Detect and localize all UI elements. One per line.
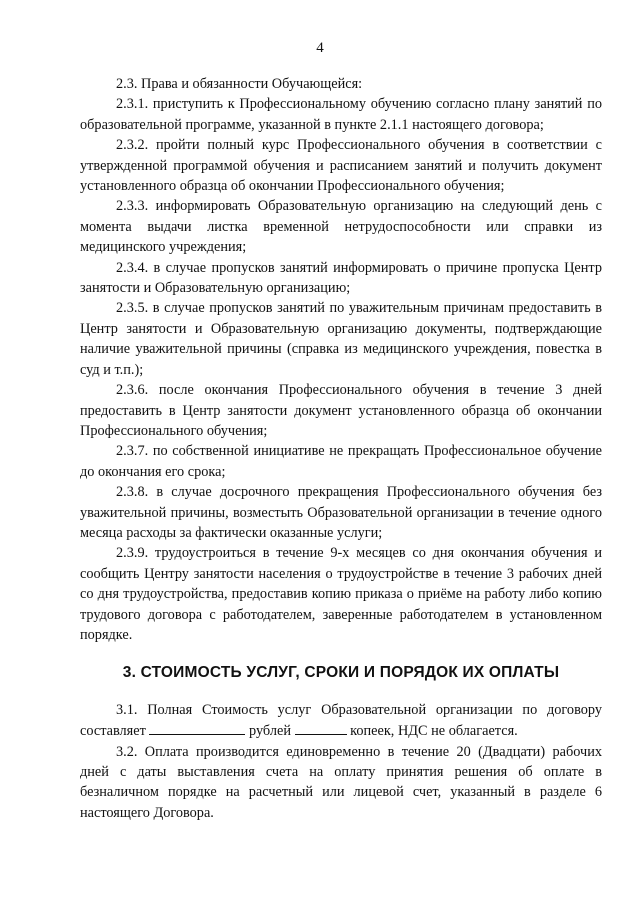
clause-2-3-7: 2.3.7. по собственной инициативе не прекращать Профессиональное обучение до окончания его срока; bbox=[80, 443, 602, 480]
clause-3-1-text-start: 3.1. Полная Стоимость услуг Образовательной организации по договору составляет bbox=[80, 701, 602, 740]
clause-3-1 bbox=[80, 700, 602, 742]
clause-2-3-8: 2.3.8. в случае досрочного прекращения Профессионального обучения без уважительной причины, возместыть Образовательной организации в течение одного месяца расходы за фактически оказанные услуги; bbox=[80, 484, 602, 541]
clause-2-3-4: 2.3.4. в случае пропусков занятий информировать о причине пропуска Центр занятости и Образовательную организацию; bbox=[80, 259, 602, 297]
kopecks-blank-field bbox=[295, 720, 347, 735]
clause-2-3-5: 2.3.5. в случае пропусков занятий по уважительным причинам предоставить в Центр занятости и Образовательную организацию документы, подтверждающие наличие уважительной причины (справка из медицинского учреждения, повестка в суд и т.п.); bbox=[80, 300, 602, 378]
clause-2-3-2: 2.3.2. пройти полный курс Профессионального обучения в соответствии с утвержденной программой обучения и расписанием занятий и получить документ установленного образца об окончании Профессионального обучения; bbox=[80, 137, 602, 195]
clause-2-3-3: 2.3.3. информировать Образовательную организацию на следующий день с момента выдачи листка временной нетрудоспособности или справки из медицинского учреждения; bbox=[80, 198, 602, 256]
clause-3-1-rubles-label: рублей bbox=[249, 723, 291, 740]
rubles-blank-field bbox=[149, 720, 245, 735]
page-number: 4 bbox=[316, 40, 324, 56]
clause-2-3-1: 2.3.1. приступить к Профессиональному обучению согласно плану занятий по образовательной программе, указанной в пункте 2.1.1 настоящего договора; bbox=[80, 96, 602, 133]
clause-2-3-9: 2.3.9. трудоустроиться в течение 9-х месяцев со дня окончания обучения и сообщить Центру занятости населения о трудоустройстве в течение 3 рабочих дней со дня трудоустройства, предоставив копию приказа о приёме на работу либо копию трудового договора с работодателем, заверенные работодателем в установленном порядке. bbox=[80, 545, 602, 643]
section-3-title: 3. СТОИМОСТЬ УСЛУГ, СРОКИ И ПОРЯДОК ИХ ОПЛАТЫ bbox=[122, 664, 560, 682]
clause-2-3-6: 2.3.6. после окончания Профессионального обучения в течение 3 дней предоставить в Центр занятости документ установленного образца об окончании Профессионального обучения; bbox=[80, 382, 602, 439]
section-2-3-heading: 2.3. Права и обязанности Обучающейся: bbox=[116, 76, 363, 92]
clause-3-1-text-end: копеек, НДС не облагается. bbox=[350, 723, 518, 740]
clause-3-2: 3.2. Оплата производится единовременно в течение 20 (Двадцати) рабочих дней с даты выставления счета на оплату принятия решения об оплате в безналичном порядке на расчетный или лицевой счет, указанный в разделе 6 настоящего Договора. bbox=[80, 743, 602, 821]
document-body bbox=[80, 74, 602, 823]
